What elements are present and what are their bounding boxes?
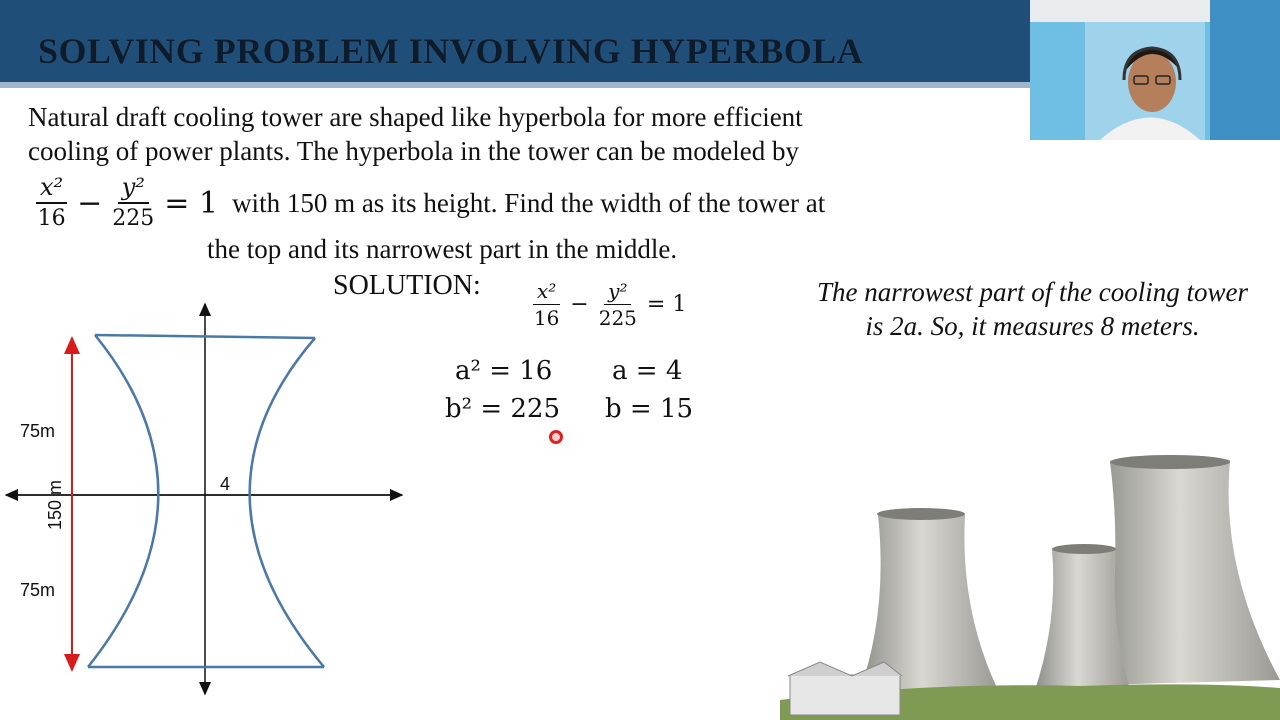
y-fraction [112,172,154,234]
b-squared-value: b² = 225 [445,394,561,424]
solution-minus-sign: − [570,292,589,317]
left-hyperbola-branch [88,335,158,667]
solution-y-fraction [599,278,637,331]
y-denominator: 225 [112,206,155,231]
a-value: a = 4 [612,356,683,386]
tower-left-rim [877,508,965,520]
label-vertex-4: 4 [220,474,231,494]
cooling-towers-photo [780,450,1280,720]
building [790,675,900,715]
slide-title: SOLVING PROBLEM INVOLVING HYPERBOLA [38,31,864,71]
building-roof [788,662,902,676]
problem-line-3: with 150 m as its height. Find the width of the tower at [232,187,826,218]
problem-equation-line [30,168,825,238]
label-150m: 150 m [45,479,65,531]
tower-large [1098,455,1280,685]
hyperbola-diagram [0,295,420,705]
solution-equals-one: = 1 [646,292,687,317]
presenter-webcam [1030,0,1280,140]
solution-y-denominator: 225 [598,306,637,330]
label-75m-bottom: 75m [20,580,56,600]
tower-middle-rim [1052,544,1116,554]
solution-x-fraction [533,278,560,331]
a-squared-value: a² = 16 [455,356,553,386]
pointer-cursor [549,430,563,444]
presenter-face [1128,52,1176,112]
conclusion-text: The narrowest part of the cooling tower is 2a. So, it measures 8 meters. [817,277,1248,341]
equals-one: = 1 [164,185,219,221]
solution-x-numerator: x² [533,278,560,305]
x-fraction [36,172,67,234]
tower-large-rim [1110,455,1230,469]
solution-equation [527,278,690,331]
problem-statement [28,100,958,168]
x-numerator: x² [36,172,67,204]
b-value: b = 15 [605,394,694,424]
label-75m-top: 75m [20,421,56,441]
problem-line-4: the top and its narrowest part in the middle. [207,234,678,264]
solution-y-numerator: y² [604,278,631,305]
y-numerator: y² [118,172,149,204]
title-bar-stripe [0,82,1030,88]
right-hyperbola-branch [250,338,324,667]
minus-sign: − [77,185,103,221]
tower-top-edge [95,335,315,338]
solution-label: SOLUTION: [333,270,481,301]
solution-x-denominator: 16 [533,306,560,330]
problem-line-1: Natural draft cooling tower are shaped like hyperbola for more efficient [28,102,803,132]
problem-line-2: cooling of power plants. The hyperbola in the tower can be modeled by [28,136,800,166]
x-denominator: 16 [37,206,66,231]
